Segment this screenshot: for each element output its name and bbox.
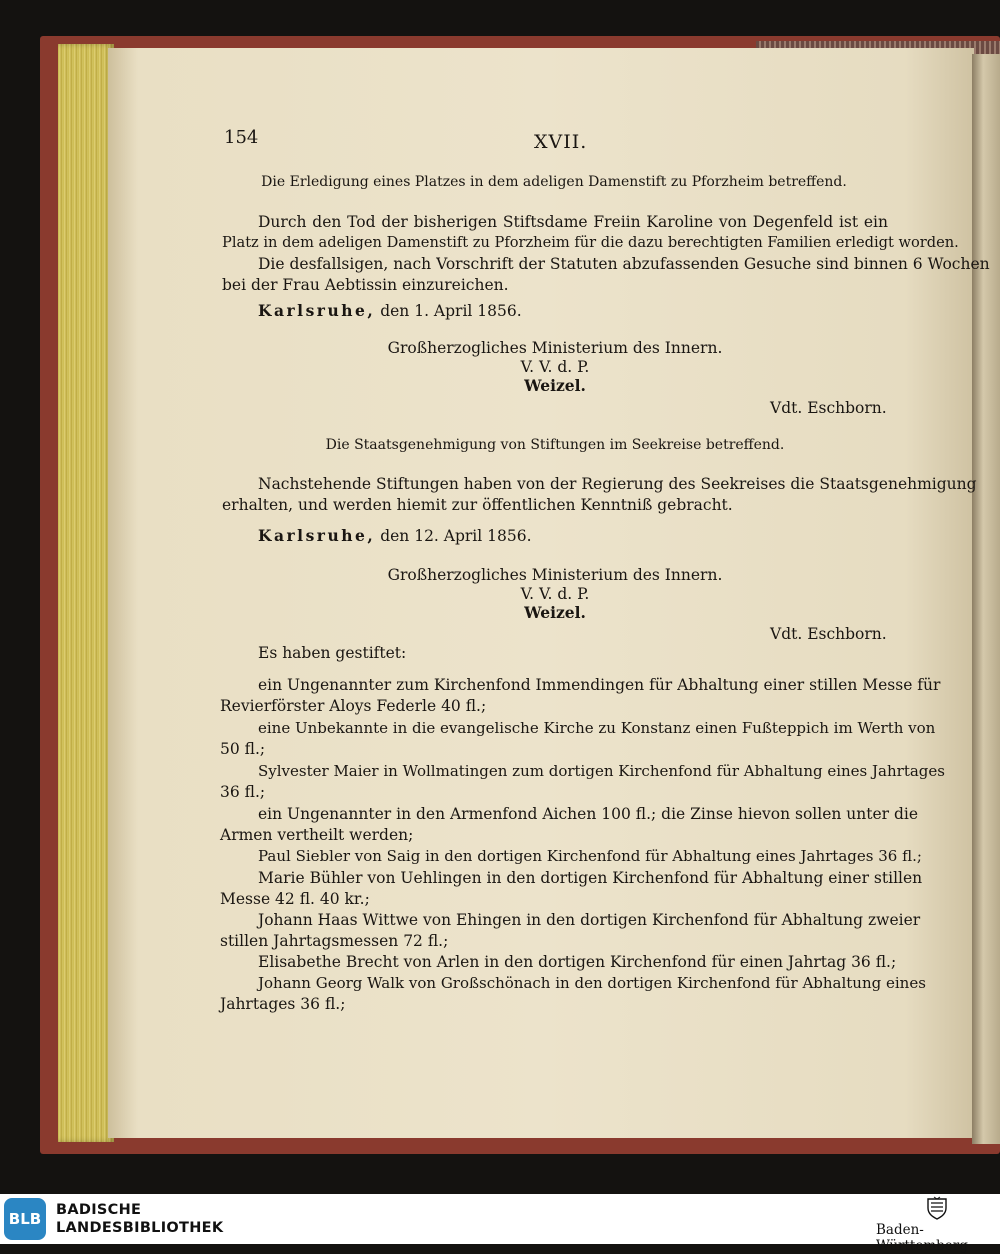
notice2-text-line: Nachstehende Stiftungen haben von der Regierung des Seekreises die Staatsgenehmigung (258, 475, 977, 493)
notice1-text-line: Platz in dem adeligen Damenstift zu Pforzheim für die dazu berechtigten Familien erledigt worden. (222, 234, 959, 251)
notice2-authority: Großherzogliches Ministerium des Innern. (387, 566, 723, 584)
list-item: ein Ungenannter in den Armenfond Aichen 100 fl.; die Zinse hievon sollen unter die (258, 805, 919, 823)
notice2-abbrev: V. V. d. P. (520, 585, 590, 603)
library-name-line1: BADISCHE (56, 1202, 142, 1218)
section-heading: XVII. (534, 131, 588, 153)
dateline-place: Karlsruhe, (258, 526, 376, 545)
list-item: Messe 42 fl. 40 kr.; (220, 890, 370, 908)
viewer-footer (0, 1194, 1000, 1254)
list-item: eine Unbekannte in die evangelische Kirche zu Konstanz einen Fußteppich im Werth von (258, 719, 936, 737)
notice1-text-line: Die desfallsigen, nach Vorschrift der Statuten abzufassenden Gesuche sind binnen 6 Wochen (258, 255, 990, 273)
notice1-text-line: Durch den Tod der bisherigen Stiftsdame Freiin Karoline von Degenfeld ist ein (258, 213, 888, 231)
notice1-title: Die Erledigung eines Platzes in dem adeligen Damenstift zu Pforzheim betreffend. (261, 174, 847, 190)
list-item: Marie Bühler von Uehlingen in den dortigen Kirchenfond für Abhaltung einer stillen (258, 869, 923, 887)
list-item: Elisabethe Brecht von Arlen in den dortigen Kirchenfond für einen Jahrtag 36 fl.; (258, 953, 897, 971)
notice2-intro: Es haben gestiftet: (258, 644, 407, 662)
library-name-line2: LANDESBIBLIOTHEK (56, 1220, 224, 1236)
dateline-place: Karlsruhe, (258, 301, 376, 320)
list-item: stillen Jahrtagsmessen 72 fl.; (220, 932, 449, 950)
notice1-abbrev: V. V. d. P. (520, 358, 590, 376)
dateline-date: den 12. April 1856. (380, 527, 532, 545)
blb-logo[interactable]: BLB (4, 1198, 46, 1240)
dateline-date: den 1. April 1856. (380, 302, 522, 320)
coat-of-arms-icon (926, 1196, 948, 1220)
page-number: 154 (224, 127, 259, 148)
notice1-dateline (258, 301, 522, 321)
notice1-text-line: bei der Frau Aebtissin einzureichen. (222, 276, 509, 294)
list-item: 36 fl.; (220, 783, 266, 801)
notice2-vdt: Vdt. Eschborn. (770, 625, 887, 643)
notice2-dateline (258, 526, 532, 546)
list-item: Sylvester Maier in Wollmatingen zum dortigen Kirchenfond für Abhaltung eines Jahrtages (258, 762, 945, 780)
list-item: 50 fl.; (220, 740, 266, 758)
list-item: ein Ungenannter zum Kirchenfond Immendingen für Abhaltung einer stillen Messe für (258, 676, 941, 694)
notice2-signer: Weizel. (524, 603, 586, 622)
notice1-signer: Weizel. (524, 376, 586, 395)
list-item: Paul Siebler von Saig in den dortigen Kirchenfond für Abhaltung eines Jahrtages 36 fl.; (258, 847, 922, 865)
list-item: Johann Haas Wittwe von Ehingen in den dortigen Kirchenfond für Abhaltung zweier (258, 911, 921, 929)
notice2-title: Die Staatsgenehmigung von Stiftungen im Seekreise betreffend. (325, 437, 785, 453)
notice2-text-line: erhalten, und werden hiemit zur öffentlichen Kenntniß gebracht. (222, 496, 733, 514)
notice1-authority: Großherzogliches Ministerium des Innern. (387, 339, 723, 357)
library-name[interactable] (56, 1201, 223, 1237)
list-item: Revierförster Aloys Federle 40 fl.; (220, 697, 487, 715)
notice1-vdt: Vdt. Eschborn. (770, 399, 887, 417)
list-item: Johann Georg Walk von Großschönach in den dortigen Kirchenfond für Abhaltung eines (258, 974, 926, 992)
list-item: Jahrtages 36 fl.; (220, 995, 346, 1013)
list-item: Armen vertheilt werden; (220, 826, 414, 844)
state-label[interactable]: Baden-Württemberg (876, 1222, 968, 1254)
